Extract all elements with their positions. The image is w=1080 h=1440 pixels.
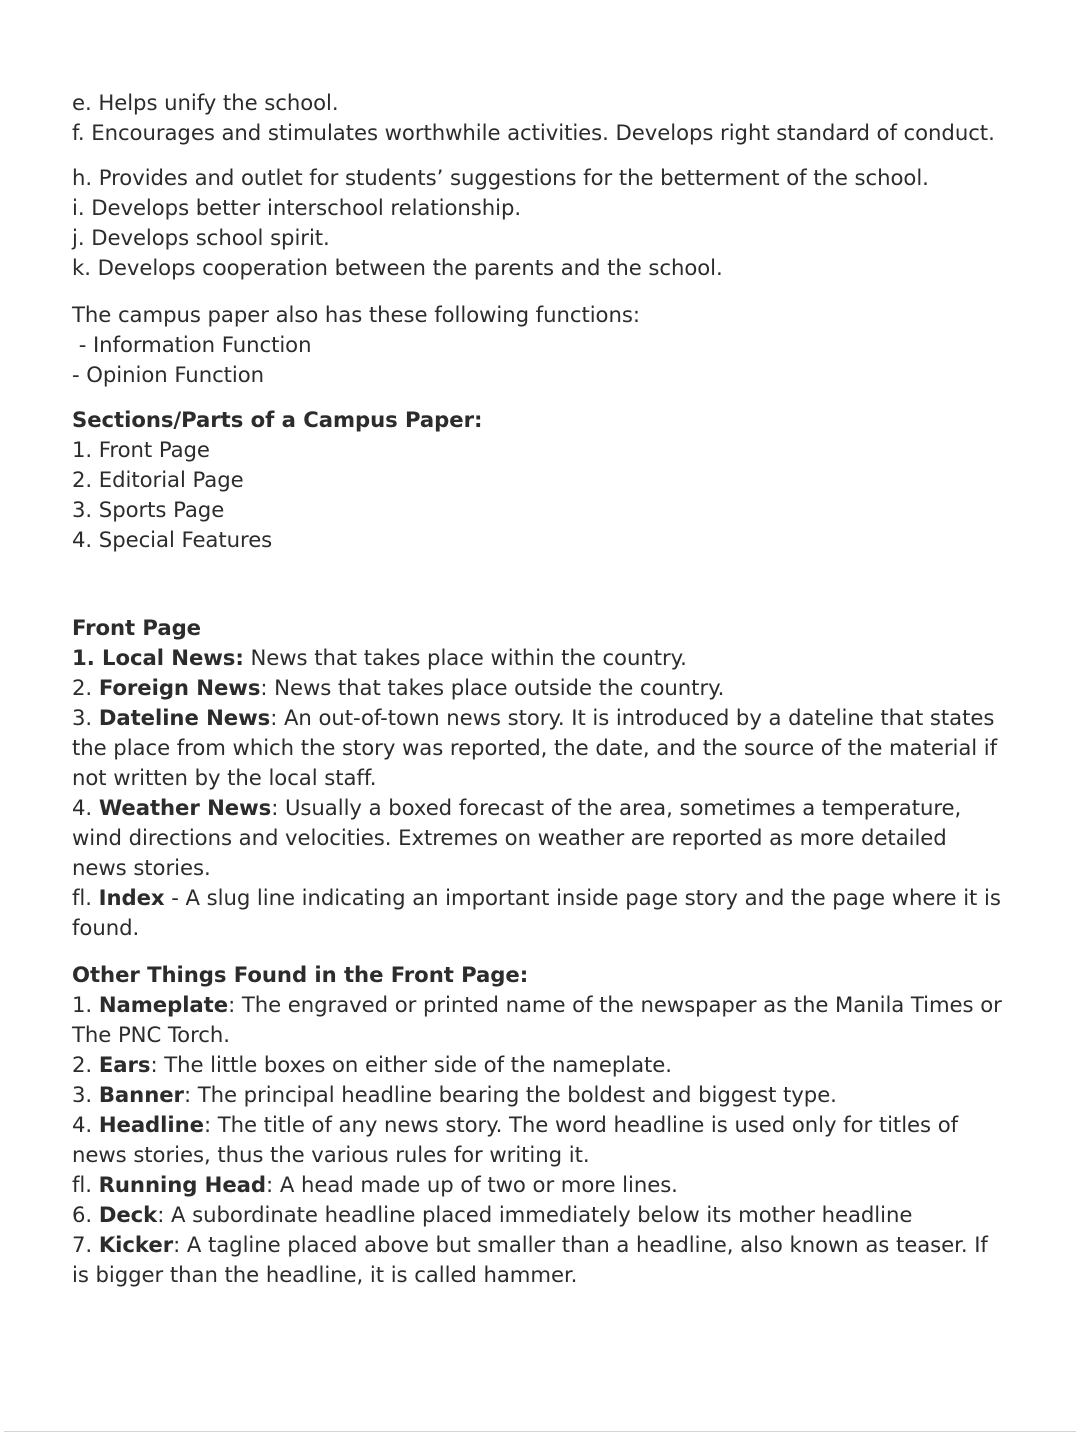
other-things-item-4-term: Headline (98, 1112, 204, 1137)
campus-functions-item-information: - Information Function (72, 332, 312, 357)
other-things-item-7-number: 7. (72, 1232, 99, 1257)
other-things-item-6-number: 6. (72, 1202, 99, 1227)
paragraph-functions-list-1 (72, 88, 1004, 148)
list-item-k: k. Develops cooperation between the parents and the school. (72, 255, 723, 280)
other-things-item-1-term: Nameplate (98, 992, 229, 1017)
other-things-item-1-definition: : The engraved or printed name of the newspaper as the Manila Times or The PNC Torch. (72, 992, 1002, 1047)
other-things-item-3-term: Banner (98, 1082, 184, 1107)
document-body (72, 88, 1004, 1290)
other-things-item-2-definition: : The little boxes on either side of the nameplate. (150, 1052, 672, 1077)
front-page-item-5-term: Index (98, 885, 165, 910)
front-page-item-3-definition: : An out-of-town news story. It is introduced by a dateline that states the place from which the story was reported, the date, and the source of the material if not written by the local staff. (72, 705, 998, 790)
other-things-item-4-definition: : The title of any news story. The word headline is used only for titles of news stories, thus the various rules for writing it. (72, 1112, 959, 1167)
other-things-item-7-term: Kicker (98, 1232, 174, 1257)
other-things-item-2-term: Ears (98, 1052, 151, 1077)
other-things-item-6 (72, 1200, 1004, 1230)
front-page-item-4-term: Weather News (98, 795, 272, 820)
other-things-item-3-number: 3. (72, 1082, 99, 1107)
other-things-item-5-term: Running Head (98, 1172, 267, 1197)
front-page-item-1-term: Local News: (94, 645, 244, 670)
other-things-item-4 (72, 1110, 1004, 1170)
front-page-item-2 (72, 673, 1004, 703)
front-page-item-2-definition: : News that takes place outside the country. (260, 675, 725, 700)
other-things-item-2 (72, 1050, 1004, 1080)
other-things-item-7 (72, 1230, 1004, 1290)
other-things-item-5 (72, 1170, 1004, 1200)
heading-sections-parts: Sections/Parts of a Campus Paper: (72, 407, 483, 432)
page-bottom-rule (4, 1431, 1076, 1432)
front-page-item-2-term: Foreign News (98, 675, 261, 700)
front-page-item-1 (72, 643, 1004, 673)
sections-parts-item-4: 4. Special Features (72, 527, 273, 552)
front-page-item-1-number: 1. (72, 645, 95, 670)
front-page-item-1-definition: News that takes place within the country. (243, 645, 687, 670)
other-things-item-1-number: 1. (72, 992, 99, 1017)
front-page-item-5-definition: - A slug line indicating an important inside page story and the page where it is found. (72, 885, 1001, 940)
other-things-item-1 (72, 990, 1004, 1050)
section-front-page (72, 613, 1004, 943)
section-other-things (72, 960, 1004, 1290)
list-item-i: i. Develops better interschool relationship. (72, 195, 522, 220)
other-things-item-7-definition: : A tagline placed above but smaller than a headline, also known as teaser. If is bigger than the headline, it is called hammer. (72, 1232, 988, 1287)
sections-parts-item-3: 3. Sports Page (72, 497, 225, 522)
list-item-h: h. Provides and outlet for students’ suggestions for the betterment of the school. (72, 165, 929, 190)
other-things-item-3 (72, 1080, 1004, 1110)
front-page-item-2-number: 2. (72, 675, 99, 700)
front-page-item-4-number: 4. (72, 795, 99, 820)
front-page-item-4 (72, 793, 1004, 883)
list-item-e: e. Helps unify the school. (72, 90, 339, 115)
other-things-item-6-definition: : A subordinate headline placed immediately below its mother headline (157, 1202, 913, 1227)
heading-other-things: Other Things Found in the Front Page: (72, 962, 529, 987)
front-page-item-4-definition: : Usually a boxed forecast of the area, sometimes a temperature, wind directions and velocities. Extremes on weather are reported as more detailed news stories. (72, 795, 962, 880)
list-item-j: j. Develops school spirit. (72, 225, 330, 250)
other-things-item-4-number: 4. (72, 1112, 99, 1137)
list-item-f: f. Encourages and stimulates worthwhile activities. Develops right standard of conduct. (72, 120, 995, 145)
section-sections-parts (72, 405, 1004, 555)
paragraph-campus-paper-functions (72, 300, 1004, 390)
other-things-item-3-definition: : The principal headline bearing the boldest and biggest type. (183, 1082, 837, 1107)
sections-parts-item-2: 2. Editorial Page (72, 467, 244, 492)
front-page-item-5 (72, 883, 1004, 943)
campus-functions-item-opinion: - Opinion Function (72, 362, 265, 387)
other-things-item-5-definition: : A head made up of two or more lines. (266, 1172, 678, 1197)
other-things-item-6-term: Deck (98, 1202, 158, 1227)
sections-parts-item-1: 1. Front Page (72, 437, 210, 462)
front-page-item-3-number: 3. (72, 705, 99, 730)
front-page-item-5-number: fl. (72, 885, 99, 910)
front-page-item-3-term: Dateline News (98, 705, 271, 730)
other-things-item-2-number: 2. (72, 1052, 99, 1077)
campus-functions-intro: The campus paper also has these following functions: (72, 302, 640, 327)
paragraph-functions-list-2 (72, 163, 1004, 283)
heading-front-page: Front Page (72, 615, 202, 640)
other-things-item-5-number: fl. (72, 1172, 99, 1197)
front-page-item-3 (72, 703, 1004, 793)
